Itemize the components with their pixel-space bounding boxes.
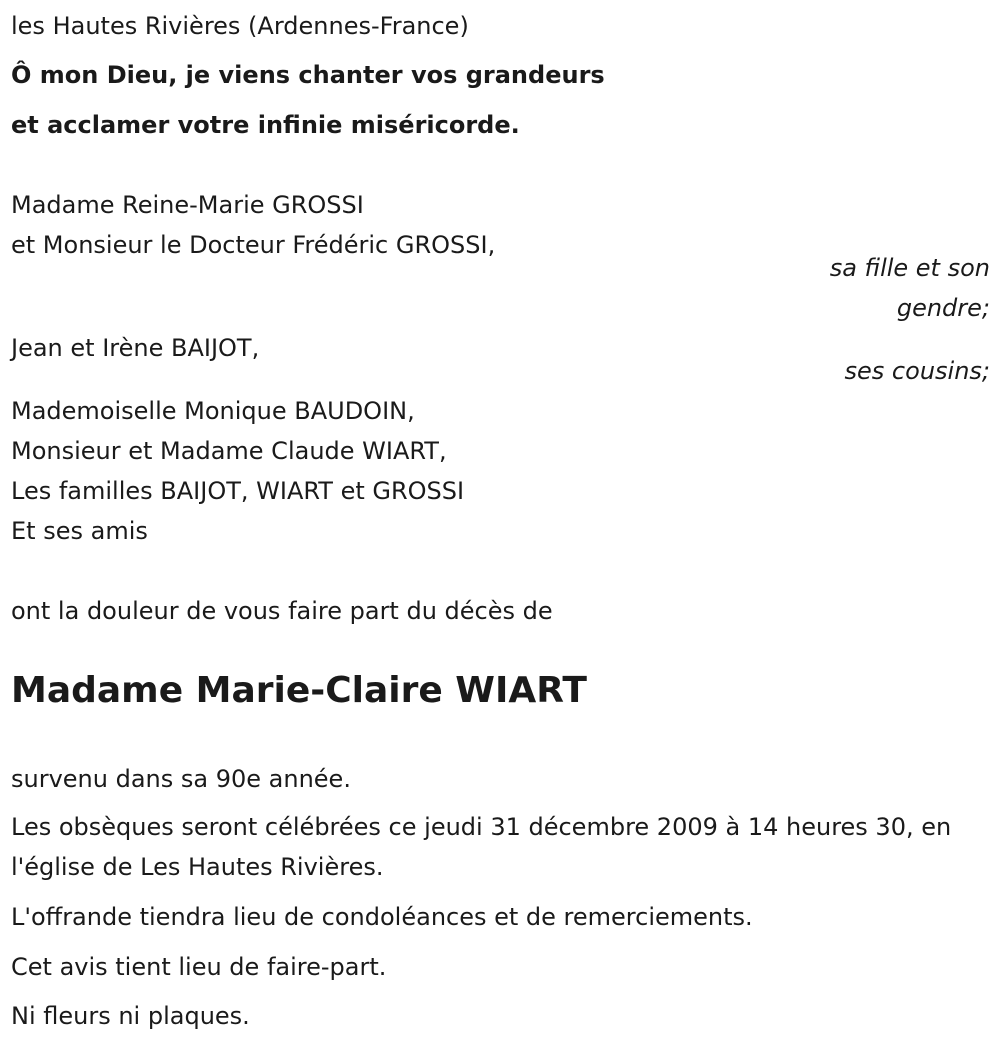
verse-line-2: et acclamer votre infinie miséricorde. <box>11 111 520 139</box>
daughter-name-line-1: Madame Reine-Marie GROSSI <box>11 191 364 219</box>
other-family-line-2: Monsieur et Madame Claude WIART, <box>11 437 447 465</box>
age-line: survenu dans sa 90e année. <box>11 765 351 793</box>
other-family-line-3: Les familles BAIJOT, WIART et GROSSI <box>11 477 465 505</box>
flowers-line: Ni fleurs ni plaques. <box>11 1002 250 1030</box>
daughter-relation-1: sa fille et son <box>829 254 990 282</box>
daughter-relation-2: gendre; <box>896 294 990 322</box>
daughter-name-line-2: et Monsieur le Docteur Frédéric GROSSI, <box>11 231 496 259</box>
offering-line: L'offrande tiendra lieu de condoléances et de remerciements. <box>11 903 753 931</box>
funeral-details: Les obsèques seront célébrées ce jeudi 31 décembre 2009 à 14 heures 30, en l'église de Les Hautes Rivières. <box>11 813 952 881</box>
verse-line-1: Ô mon Dieu, je viens chanter vos grandeurs <box>11 61 605 89</box>
announcement-line: ont la douleur de vous faire part du décès de <box>11 597 553 625</box>
location-line: les Hautes Rivières (Ardennes-France) <box>11 12 469 40</box>
other-family-line-4: Et ses amis <box>11 517 148 545</box>
other-family-line-1: Mademoiselle Monique BAUDOIN, <box>11 397 415 425</box>
notice-line: Cet avis tient lieu de faire-part. <box>11 953 387 981</box>
cousins-line: Jean et Irène BAIJOT, <box>11 334 260 362</box>
deceased-name: Madame Marie-Claire WIART <box>11 670 587 711</box>
cousins-relation: ses cousins; <box>844 357 990 385</box>
